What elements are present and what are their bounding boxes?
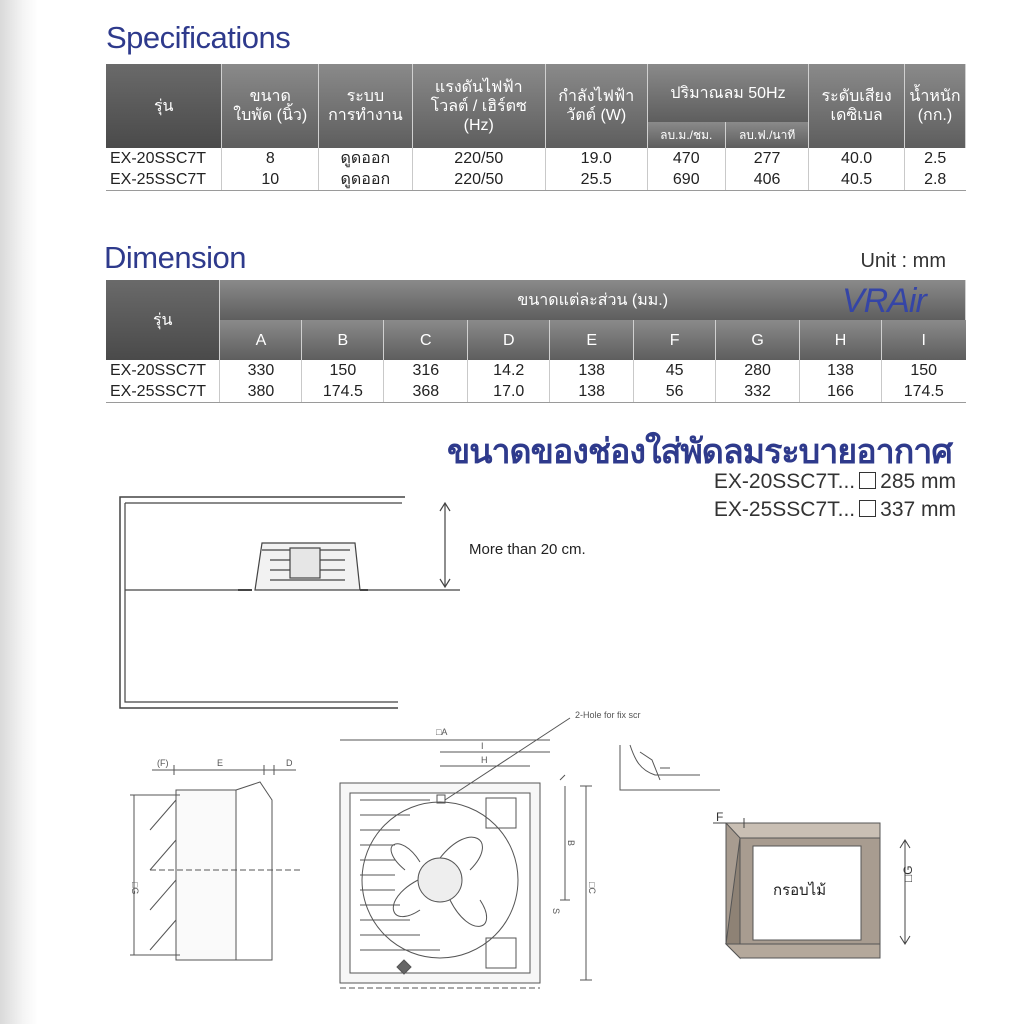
spec-cell: ดูดออก	[319, 169, 413, 191]
spec-cell: 2.5	[924, 150, 947, 167]
label-h: H	[481, 755, 488, 765]
spec-cell-model: EX-25SSC7T	[106, 169, 222, 191]
spec-header-model: รุ่น	[106, 64, 222, 148]
installation-section-drawing	[120, 497, 460, 708]
dim-cell: 150	[302, 360, 384, 381]
dim-header-col: I	[881, 320, 965, 360]
dim-cell: 380	[220, 381, 302, 403]
spec-cell: 8	[222, 148, 319, 169]
label-d: D	[286, 758, 293, 768]
label-g: □G	[901, 865, 915, 882]
spec-header-noise: ระดับเสียง เดซิเบล	[809, 64, 905, 148]
dim-header-col: G	[716, 320, 800, 360]
spec-cell: 19.0	[545, 148, 647, 169]
spec-cell: 277	[725, 148, 808, 169]
front-view-drawing	[340, 718, 592, 988]
label-s: S	[551, 908, 561, 915]
dim-cell: 17.0	[468, 381, 550, 403]
side-view-drawing	[130, 765, 300, 960]
label-f-paren: (F)	[157, 758, 169, 768]
spec-cell: 406	[725, 169, 808, 191]
frame-label: กรอบไม้	[773, 882, 827, 899]
dim-cell: 14.2	[468, 360, 550, 381]
unit-label: Unit : mm	[860, 250, 946, 272]
dim-cell: 174.5	[302, 381, 384, 403]
dim-cell: 138	[800, 360, 882, 381]
label-e: E	[217, 758, 224, 768]
dim-cell-model: EX-20SSC7T	[106, 360, 220, 381]
dim-header-col: H	[800, 320, 882, 360]
dimension-title: Dimension	[104, 240, 246, 275]
dim-cell: 45	[634, 360, 716, 381]
dim-cell: 166	[800, 381, 882, 403]
spec-cell: 10	[222, 169, 319, 191]
opening-size: 337 mm	[880, 498, 956, 521]
spec-cell: 40.5	[809, 169, 905, 191]
dim-cell: 330	[220, 360, 302, 381]
spec-header-blade: ขนาด ใบพัด (นิ้ว)	[222, 64, 319, 148]
label-b: B	[566, 840, 576, 847]
spec-header-power: กำลังไฟฟ้า วัตต์ (W)	[545, 64, 647, 148]
spec-header-airflow: ปริมาณลม 50Hz	[647, 64, 809, 122]
dim-header-col: F	[634, 320, 716, 360]
opening-size: 285 mm	[880, 470, 956, 493]
dim-header-col: B	[302, 320, 384, 360]
spec-cell: 25.5	[545, 169, 647, 191]
spec-cell: 220/50	[412, 148, 545, 169]
spec-header-voltage: แรงดันไฟฟ้า โวลต์ / เฮิร์ตซ (Hz)	[412, 64, 545, 148]
spec-cell: 470	[647, 148, 725, 169]
spec-cell: ดูดออก	[319, 148, 413, 169]
vrair-logo: VRAir	[842, 282, 926, 320]
dim-cell: 368	[384, 381, 468, 403]
dim-cell: 280	[716, 360, 800, 381]
label-a: □A	[436, 727, 448, 737]
dim-header-col: A	[220, 320, 302, 360]
dim-cell: 138	[550, 381, 634, 403]
dim-cell: 316	[384, 360, 468, 381]
spec-cell: 220/50	[412, 169, 545, 191]
dim-cell-model: EX-25SSC7T	[106, 381, 220, 403]
hole-detail-drawing	[620, 745, 720, 790]
dim-header-model: รุ่น	[106, 280, 220, 360]
specifications-title: Specifications	[106, 20, 291, 55]
label-f: F	[716, 810, 724, 824]
spec-cell: 690	[647, 169, 725, 191]
dim-header-col: C	[384, 320, 468, 360]
dim-cell: 332	[716, 381, 800, 403]
spec-header-cmh: ลบ.ม./ชม.	[647, 122, 725, 148]
label-i: I	[481, 741, 484, 751]
dim-header-group: ขนาดแต่ละส่วน (มม.)	[220, 280, 966, 320]
spec-cell-model: EX-20SSC7T	[106, 148, 222, 169]
opening-model: EX-20SSC7T...	[713, 470, 856, 493]
label-c: □C	[587, 882, 597, 894]
spec-header-cfm: ลบ.ฟ./นาที	[725, 122, 808, 148]
spec-header-system: ระบบ การทำงาน	[319, 64, 413, 148]
dim-cell: 174.5	[881, 381, 965, 403]
dim-header-col: E	[550, 320, 634, 360]
hole-note: 2-Hole for fix scr	[575, 710, 641, 720]
opening-model: EX-25SSC7T...	[713, 498, 856, 521]
dim-cell: 56	[634, 381, 716, 403]
spec-header-weight: น้ำหนัก (กก.)	[904, 64, 965, 148]
opening-size-title: ขนาดของช่องใส่พัดลมระบายอากาศ	[446, 433, 952, 471]
dim-cell: 150	[910, 362, 938, 379]
label-g-side: □G	[130, 882, 140, 895]
spec-cell: 40.0	[809, 148, 905, 169]
dim-header-col: D	[468, 320, 550, 360]
clearance-note: More than 20 cm.	[469, 541, 586, 558]
dim-cell: 138	[550, 360, 634, 381]
spec-cell: 2.8	[904, 169, 965, 191]
